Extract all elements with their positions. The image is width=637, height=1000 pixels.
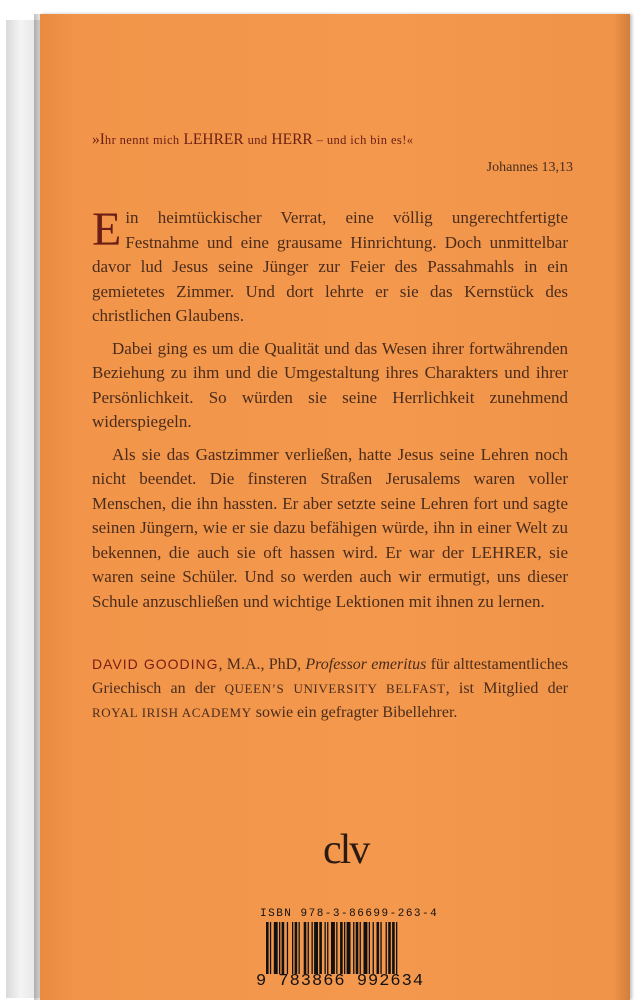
barcode-bar: [312, 922, 313, 974]
blurb-paragraph-3: Als sie das Gastzimmer verließen, hatte Jesus seine Lehren noch nicht beendet. Die finsteren Straßen Jerusalems waren voller Menschen, die ihn hassten. Er aber setzte seine Lehren fort und sagte seinen Jüngern, wie er sie dazu befähigen würde, ihn in einer Welt zu bekennen, die auch sie oft hassen wird. Er war der LEHRER, sie waren seine Schüler. Und so werden auch wir ermutigt, uns dieser Schule anzuschließen und wichtige Lektionen mit ihnen zu lernen.: [92, 444, 568, 611]
author-bio-text-1: für alttestamentliches Griechisch an der: [92, 656, 569, 697]
barcode-bar: [347, 922, 351, 974]
barcode-bar: [373, 922, 374, 974]
barcode-bar: [331, 922, 335, 974]
barcode-bar: [299, 922, 300, 974]
barcode-bar: [270, 922, 271, 974]
barcode-bar: [295, 922, 298, 974]
author-name: DAVID GOODING: [92, 656, 219, 672]
quote-open-mark: »: [92, 131, 100, 148]
barcode-bar: [304, 922, 307, 974]
author-title: Professor emeritus: [305, 656, 427, 673]
author-bio-text-3: sowie ein gefragter Bibellehrer.: [255, 704, 458, 721]
barcode-bar: [336, 922, 337, 974]
cover-quote: [92, 130, 580, 150]
author-bio: [92, 652, 568, 725]
blurb-text: [92, 203, 568, 622]
quote-text-1: hr nennt mich: [104, 133, 180, 147]
barcode-bar: [314, 922, 318, 974]
barcode-bar: [360, 922, 361, 974]
quote-herr: HERR: [271, 131, 313, 148]
barcode-bar: [282, 922, 285, 974]
barcode-bar: [308, 922, 309, 974]
author-degrees: , M.A., PhD,: [218, 656, 302, 673]
barcode-bar: [340, 922, 343, 974]
isbn-label: ISBN 978-3-86699-263-4: [260, 908, 439, 920]
drop-cap: E: [92, 203, 122, 256]
blurb-paragraph-1-text: in heimtückischer Verrat, eine völlig ungerechtfertigte Festnahme und eine grausame Hinrichtung. Doch unmittelbar davor lud Jesus seine Jünger zur Feier des Passahmahls in ein gemietetes Zimmer. Und dort lehrte er sie das Kernstück des christlichen Glaubens.: [92, 208, 568, 325]
barcode-bar: [279, 922, 280, 974]
author-academy: ROYAL IRISH ACADEMY: [92, 705, 252, 720]
quote-lehrer: LEHRER: [183, 131, 244, 148]
barcode-digits: 9 783866 992634: [256, 972, 425, 991]
quote-und: und: [247, 133, 268, 147]
author-bio-text-2: , ist Mitglied der: [445, 680, 569, 697]
barcode-bar: [353, 922, 354, 974]
barcode: [256, 922, 442, 994]
barcode-bars: [266, 922, 438, 974]
barcode-bar: [274, 922, 278, 974]
barcode-bar: [380, 922, 381, 974]
barcode-bar: [292, 922, 293, 974]
barcode-bar: [386, 922, 387, 974]
quote-initial: I: [99, 131, 105, 148]
author-university: QUEEN’S UNIVERSITY BELFAST: [224, 681, 446, 696]
barcode-bar: [266, 922, 269, 974]
blurb-paragraph-1: [92, 203, 568, 329]
barcode-bar: [287, 922, 288, 974]
barcode-bar: [344, 922, 345, 974]
barcode-bar: [396, 922, 397, 974]
quote-text-2: – und ich bin es!«: [316, 133, 414, 147]
barcode-bar: [327, 922, 328, 974]
barcode-bar: [377, 922, 380, 974]
barcode-bar: [364, 922, 368, 974]
barcode-bar: [392, 922, 395, 974]
barcode-bar: [325, 922, 326, 974]
barcode-bar: [388, 922, 391, 974]
barcode-bar: [369, 922, 370, 974]
barcode-bar: [356, 922, 359, 974]
quote-reference: Johannes 13,13: [486, 160, 573, 175]
blurb-paragraph-2: Dabei ging es um die Qualität und das Wesen ihrer fortwährenden Beziehung zu ihm und die Umgestaltung ihres Charakters und ihrer Persönlichkeit. So würden sie seine Herrlichkeit zunehmend widerspiegeln.: [92, 338, 568, 431]
publisher-logo: clv: [323, 827, 369, 873]
barcode-bar: [319, 922, 322, 974]
cover-edge-shading: [614, 14, 630, 1000]
